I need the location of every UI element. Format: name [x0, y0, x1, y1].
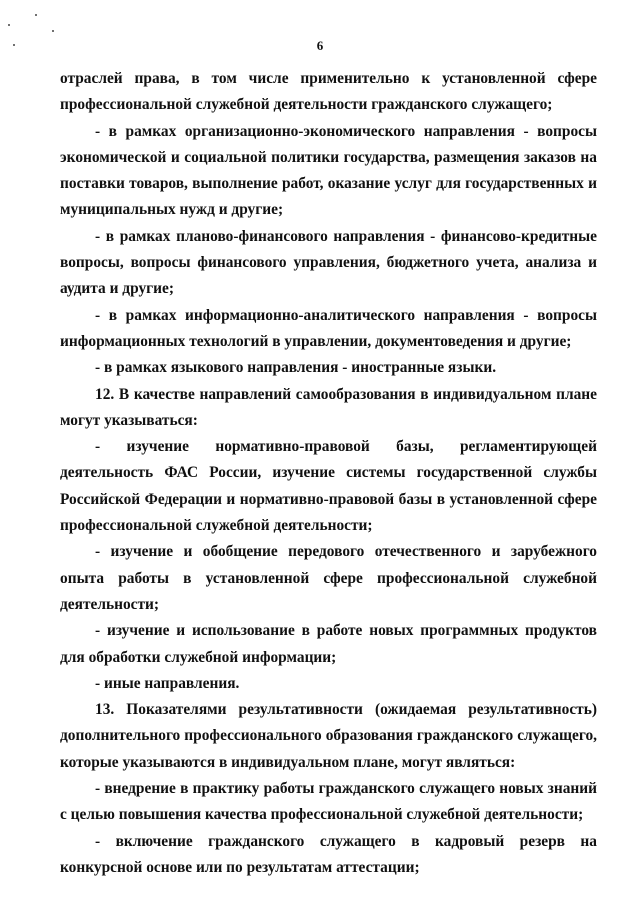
- list-item-experience-study: - изучение и обобщение передового отечественного и зарубежного опыта работы в установленной сфере профессиональной служебной деятельности;: [60, 543, 597, 613]
- list-item-organizational-economic: - в рамках организационно-экономического направления - вопросы экономической и социальной политики государства, размещения заказов на поставки товаров, выполнение работ, оказание услуг для государственных и муниципальных нужд и другие;: [60, 122, 597, 219]
- scan-artifact: [52, 30, 54, 32]
- paragraph-continuation: отраслей права, в том числе применительно к установленной сфере профессиональной служебной деятельности гражданского служащего;: [60, 70, 597, 114]
- list-item-regulatory-study: - изучение нормативно-правовой базы, регламентирующей деятельность ФАС России, изучение системы государственной службы Российской Федерации и нормативно-правовой базы в установленной сфере профессиональной служебной деятельности;: [60, 438, 597, 535]
- clause-12: 12. В качестве направлений самообразования в индивидуальном плане могут указываться:: [60, 385, 597, 429]
- scan-artifact: [35, 14, 37, 16]
- list-item-planning-financial: - в рамках планово-финансового направления - финансово-кредитные вопросы, вопросы финансового управления, бюджетного учета, анализа и аудита и другие;: [60, 227, 597, 298]
- page-number: 6: [316, 38, 324, 53]
- list-item-information-analytical: - в рамках информационно-аналитического направления - вопросы информационных технологий в управлении, документоведения и другие;: [60, 306, 597, 350]
- list-item-language: - в рамках языкового направления - иностранные языки.: [95, 359, 497, 377]
- list-item-other-directions: - иные направления.: [95, 674, 240, 692]
- list-item-knowledge-implementation: - внедрение в практику работы гражданского служащего новых знаний с целью повышения качества профессиональной служебной деятельности;: [60, 780, 597, 824]
- scan-artifact: [8, 24, 10, 26]
- list-item-software-study: - изучение и использование в работе новых программных продуктов для обработки служебной информации;: [60, 622, 597, 666]
- clause-13: 13. Показателями результативности (ожидаемая результативность) дополнительного профессионального образования гражданского служащего, которые указываются в индивидуальном плане, могут являться:: [60, 701, 597, 771]
- document-body: [60, 66, 597, 881]
- list-item-personnel-reserve: - включение гражданского служащего в кадровый резерв на конкурсной основе или по результатам аттестации;: [60, 832, 597, 876]
